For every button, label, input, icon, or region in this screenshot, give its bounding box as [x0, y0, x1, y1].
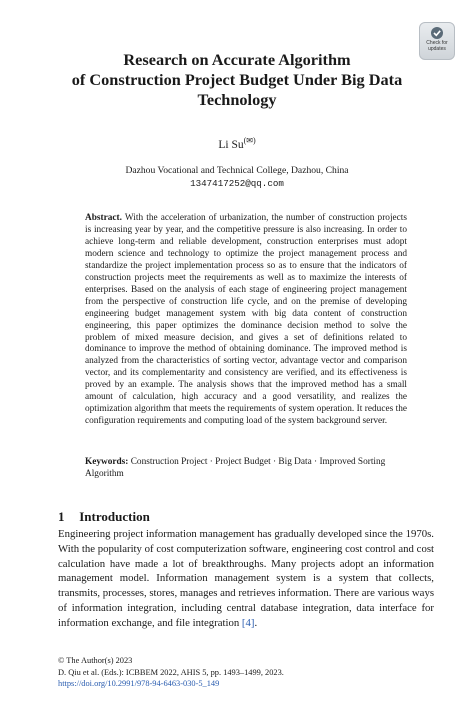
keywords-label: Keywords: — [85, 457, 129, 467]
author-line — [0, 136, 474, 151]
abstract-text: With the acceleration of urbanization, the number of construction projects is increasing year by year, and the competitive pressure is also increasing. In order to achieve long-term and reliable development, construction enterprises must adopt modern science and technology to optimize the project management process and standardize the project implementation process so as to ensure that the indicators of construction projects meet the requirements as well as to maximize the interests of enterprises. Based on the analysis of each stage of engineering project management from the perspective of construction life cycle, and on the premise of developing engineering budget management system with big data content of construction engineering, this paper optimizes the dominance decision method to solve the problem of mixed measure decision, and gives a set of definitions related to dominance to improve the method of obtaining dominance. The improved method is analyzed from the characteristics of sorting vector, advantage vector and comparison vector, and its complementarity and consistency are verified, and its effectiveness is proved by an example. The analysis shows that the improved method has a small amount of calculation, high accuracy and a good versatility, and realizes the optimization algorithm that meets the requirements of system operation. It reduces the configuration requirements and computing load of the system background server. — [85, 213, 407, 427]
affiliation — [0, 164, 474, 190]
institution: Dazhou Vocational and Technical College, Dazhou, China — [125, 165, 349, 176]
intro-end: . — [254, 616, 258, 629]
copyright: © The Author(s) 2023 — [58, 656, 133, 665]
title-line-3: Technology — [197, 90, 277, 109]
abstract — [85, 213, 407, 428]
check-for-updates-label: Check for updates — [426, 40, 448, 52]
proceedings-reference: D. Qiu et al. (Eds.): ICBBEM 2022, AHIS 5, pp. 1493–1499, 2023. — [58, 667, 284, 677]
paper-title — [0, 50, 474, 110]
update-icon — [430, 26, 444, 40]
section-heading — [58, 509, 438, 525]
section-title: Introduction — [79, 509, 150, 524]
author-email[interactable]: 1347417252@qq.com — [190, 178, 284, 189]
abstract-label: Abstract. — [85, 213, 122, 223]
author-name: Li Su — [218, 139, 244, 151]
citation-link[interactable]: [4] — [241, 616, 255, 629]
keywords-text: Construction Project · Project Budget · Big Data · Improved Sorting Algorithm — [85, 457, 386, 479]
section-number: 1 — [58, 509, 65, 524]
title-line-2: of Construction Project Budget Under Big Data — [71, 70, 403, 89]
doi-link[interactable]: https://doi.org/10.2991/978-94-6463-030-5_149 — [58, 679, 220, 689]
mail-icon[interactable]: (✉) — [243, 136, 256, 146]
intro-text: Engineering project information management has gradually developed since the 1970s. With the popularity of cost computerization software, engineering cost control and cost calculation have made a lot of breakthroughs. Many projects adopt an information management model. Information management system is a system that collects, transmits, processes, stores, manages and retrieves information. There are various ways of information integration, including central database integration, data interface for information exchange, and file integration — [58, 528, 434, 629]
introduction-paragraph — [58, 527, 434, 630]
title-line-1: Research on Accurate Algorithm — [123, 50, 351, 69]
keywords — [85, 456, 407, 480]
footer — [58, 655, 438, 690]
